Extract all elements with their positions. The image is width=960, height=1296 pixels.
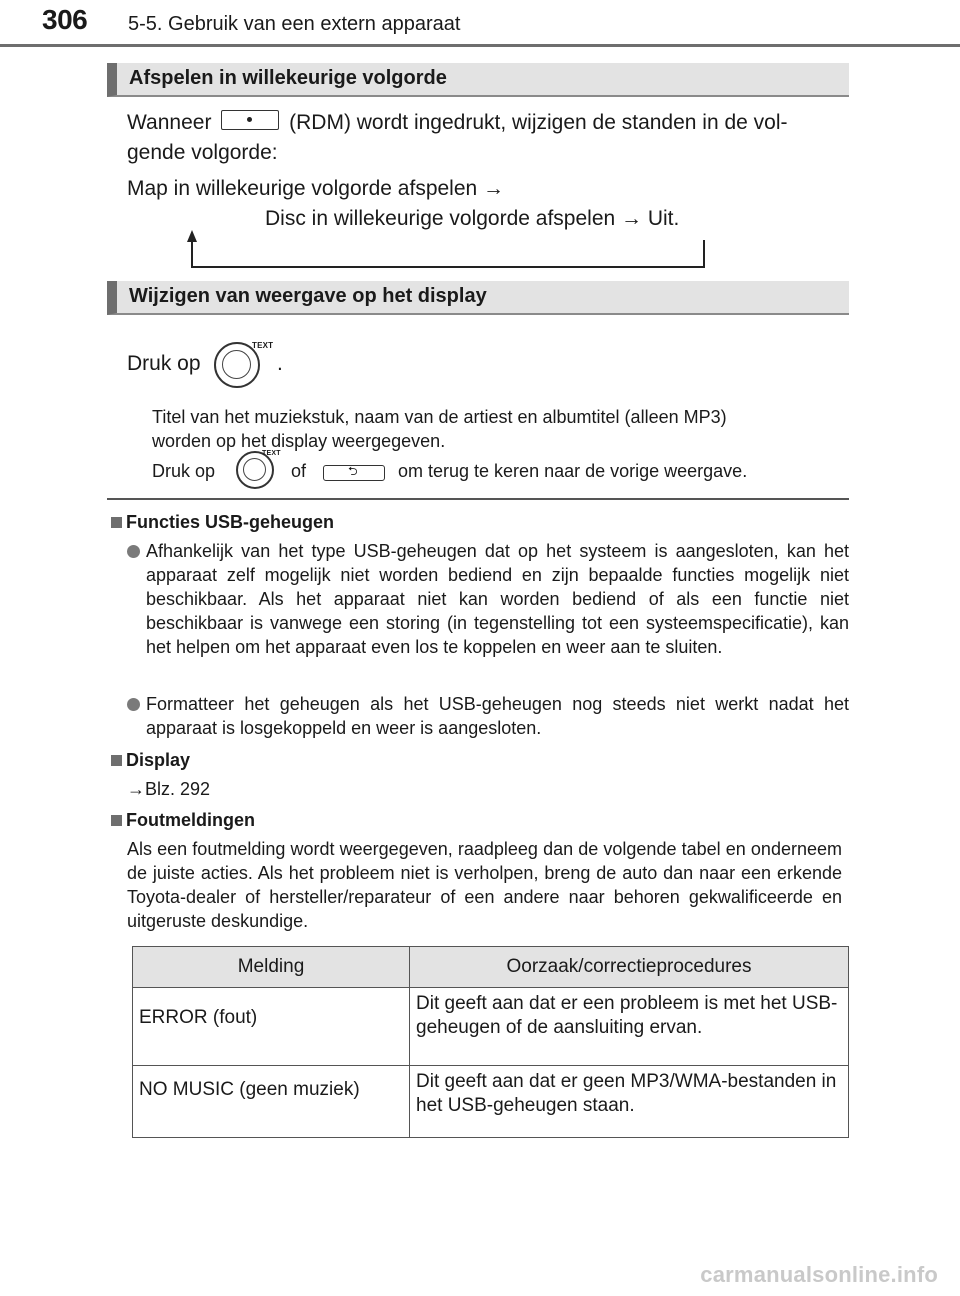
usb-functions-heading (111, 510, 334, 534)
display-page-link[interactable]: →Blz. 292 (127, 779, 211, 799)
back-button-icon (323, 465, 385, 481)
table-cell-message: NO MUSIC (geen muziek) (133, 1066, 410, 1138)
knob-text-label-small: TEXT (262, 450, 281, 457)
page-number: 306 (42, 4, 88, 35)
section-heading-text: Afspelen in willekeurige volgorde (129, 67, 447, 89)
header-rule (0, 44, 960, 47)
section-heading-text: Wijzigen van weergave op het display (129, 285, 487, 307)
random-play-paragraph (127, 108, 849, 168)
error-messages-heading (111, 808, 255, 832)
button-dot-icon (247, 117, 252, 122)
heading-text: Foutmeldingen (126, 810, 255, 830)
display-note (152, 405, 844, 453)
circle-bullet-icon (127, 698, 140, 711)
table-header-row (133, 947, 849, 988)
back-text-before: Druk op (152, 461, 216, 481)
section-heading-display-change (107, 281, 849, 315)
table-row (133, 988, 849, 1066)
square-bullet-icon (111, 815, 122, 826)
heading-text: Functies USB-geheugen (126, 512, 335, 532)
error-table (132, 946, 849, 1138)
sequence-line-1: Map in willekeurige volgorde afspelen → (127, 177, 505, 200)
press-text-after: . (277, 352, 283, 375)
note-text: worden op het display weergegeven. (152, 431, 446, 451)
heading-text: Display (126, 750, 191, 770)
circle-bullet-icon (127, 545, 140, 558)
back-arrow-icon: ⮌ (348, 463, 358, 478)
column-header-cause: Oorzaak/correctieprocedures (410, 947, 849, 988)
display-heading (111, 748, 190, 772)
square-bullet-icon (111, 755, 122, 766)
bullet-text: Formatteer het geheugen als het USB-geheugen nog steeds niet werkt nadat het apparaat is losgekoppeld en weer is aangesloten. (146, 694, 849, 738)
knob-text-label: TEXT (252, 341, 274, 350)
sequence-line-2: Disc in willekeurige volgorde afspelen → Uit. (265, 207, 680, 230)
footer-watermark: carmanualsonline.info (700, 1262, 938, 1287)
chapter-title: 5-5. Gebruik van een extern apparaat (128, 13, 461, 35)
back-text-after: om terug te keren naar de vorige weergave. (398, 461, 748, 481)
section-divider (107, 498, 849, 500)
table-cell-message: ERROR (fout) (133, 988, 410, 1066)
usb-bullet-1 (127, 539, 849, 659)
rdm-button-icon (221, 110, 279, 130)
press-text-before: Druk op (127, 352, 201, 375)
error-intro-paragraph: Als een foutmelding wordt weergegeven, raadpleeg dan de volgende tabel en onderneem de juiste acties. Als het probleem niet is verholpen, breng de auto dan naar een erkende Toyota-dealer of hersteller/reparateur of een andere naar behoren gekwalificeerde en uitgeruste deskundige. (127, 839, 842, 931)
table-row (133, 1066, 849, 1138)
paragraph-text: (RDM) wordt ingedrukt, wijzigen de standen in de vol- (289, 111, 788, 134)
column-header-message: Melding (133, 947, 410, 988)
back-text-or: of (291, 461, 307, 481)
paragraph-text: gende volgorde: (127, 141, 278, 164)
table-cell-cause: Dit geeft aan dat er een probleem is met het USB-geheugen of de aansluiting ervan. (410, 988, 849, 1066)
table-cell-cause: Dit geeft aan dat er geen MP3/WMA-bestanden in het USB-geheugen staan. (410, 1066, 849, 1138)
arrow-up-icon (187, 230, 197, 242)
square-bullet-icon (111, 517, 122, 528)
note-text: Titel van het muziekstuk, naam van de artiest en albumtitel (alleen MP3) (152, 407, 727, 427)
bullet-text: Afhankelijk van het type USB-geheugen dat op het systeem is aangesloten, kan het apparaat zelf mogelijk niet worden bediend en zijn bepaalde functies mogelijk niet beschikbaar. Als het apparaat niet kan worden bediend of als een functie niet beschikbaar is vanwege een storing (in tegenstelling tot een systeemspecificatie), kan het helpen om het apparaat even los te koppelen en weer aan te sluiten. (146, 541, 849, 657)
usb-bullet-2 (127, 692, 849, 740)
paragraph-text: Wanneer (127, 111, 212, 134)
section-heading-random-play (107, 63, 849, 97)
cycle-loop-arrow (191, 240, 705, 268)
knob-inner-ring (222, 350, 251, 379)
knob-inner-ring (243, 458, 266, 481)
back-button-wrap (323, 464, 385, 482)
